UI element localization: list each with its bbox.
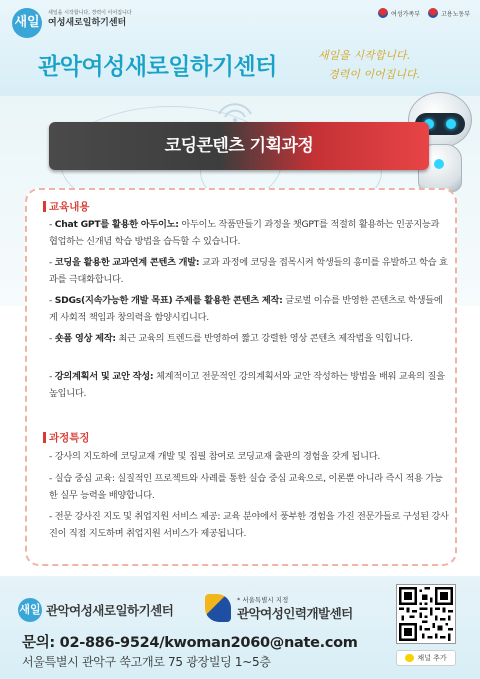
list-item-key: Chat GPT를 활용한 아두이노: (54, 219, 179, 230)
content-panel (25, 188, 457, 566)
list-item-text: 강사의 지도하에 코딩교재 개발 및 집필 참여로 코딩교재 출판의 경험을 갖게 됩니다. (54, 451, 381, 462)
footer-logo-center-name: 관악여성인력개발센터 (237, 605, 353, 621)
list-item: - 실습 중심 교육: 실질적인 프로젝트와 사례를 통한 실습 중심 교육으로, 이론뿐 아니라 즉시 적용 가능한 실무 능력을 배양합니다. (49, 473, 443, 501)
list-item-key: SDGs(지속가능한 개발 목표) 주제를 활용한 콘텐츠 제작: (54, 295, 283, 306)
footer-logo-center-designation: * 서울특별시 지정 (237, 595, 289, 604)
list-item-text: 교과 과정에 코딩을 접목시켜 학생들의 흥미를 유발하고 학습 효과를 극대화합니다. (49, 257, 448, 285)
list-item-text: 최근 교육의 트렌드를 반영하여 짧고 강렬한 영상 콘텐츠 제작법을 익힙니다. (115, 333, 413, 344)
section-marker-icon (43, 432, 46, 443)
section-heading-education-label: 교육내용 (49, 201, 90, 213)
list-item: - 강의계획서 및 교안 작성: 체계적이고 전문적인 강의계획서와 교안 작성하는 방법을 배워 교육의 질을 높입니다. (49, 371, 445, 399)
list-item: - 코딩을 활용한 교과연계 콘텐츠 개발: 교과 과정에 코딩을 접목시켜 학생들의 흥미를 유발하고 학습 효과를 극대화합니다. (49, 257, 448, 285)
list-item: - 강사의 지도하에 코딩교재 개발 및 집필 참여로 코딩교재 출판의 경험을 갖게 됩니다. (49, 451, 381, 462)
wifi-icon (215, 100, 255, 124)
header-logo-tagline: 새일을 시작합니다, 경력이 이어집니다 (48, 10, 132, 16)
list-item-text: 전문 강사진 지도 및 취업지원 서비스 제공: 교육 분야에서 풍부한 경험을 가진 전문가들로 구성된 강사진이 직접 지도하며 취업지원 서비스가 제공됩니다. (49, 511, 449, 539)
section-marker-icon (43, 201, 46, 212)
qr-code-icon[interactable] (396, 584, 456, 644)
list-item: - Chat GPT를 활용한 아두이노: 아두이노 작품만들기 과정을 챗GPT를 적절히 활용하는 인공지능과 협업하는 신개념 학습 방법을 습득할 수 있습니다. (49, 219, 440, 247)
center-logo-icon (205, 594, 231, 622)
gov-logo-labor-label: 고용노동부 (441, 10, 470, 18)
header-logo-name: 여성새로일하기센터 (48, 18, 127, 28)
taegeuk-icon (378, 8, 388, 18)
qr-code-pattern (399, 587, 453, 641)
gov-logo-women (378, 8, 420, 18)
list-item-key: 강의계획서 및 교안 작성: (54, 371, 154, 382)
slogan (318, 46, 420, 84)
list-item: - 전문 강사진 지도 및 취업지원 서비스 제공: 교육 분야에서 풍부한 경험을 가진 전문가들로 구성된 강사진이 직접 지도하며 취업지원 서비스가 제공됩니다. (49, 511, 449, 539)
gov-logo-labor (428, 8, 470, 18)
footer-logo-center (205, 594, 353, 622)
saeil-logo-icon: 새일 (18, 598, 42, 622)
kakao-channel-add-label: 채널 추가 (417, 654, 447, 662)
list-item: - 숏폼 영상 제작: 최근 교육의 트렌드를 반영하여 짧고 강렬한 영상 콘텐츠 제작법을 익힙니다. (49, 333, 413, 344)
list-item-key: 코딩을 활용한 교과연계 콘텐츠 개발: (54, 257, 200, 268)
course-title-bar (49, 122, 429, 170)
robot-chest-light-icon (434, 159, 444, 169)
list-item-text: 아두이노 작품만들기 과정을 챗GPT를 적절히 활용하는 인공지능과 협업하는 신개념 학습 방법을 습득할 수 있습니다. (49, 219, 440, 247)
list-item: - SDGs(지속가능한 개발 목표) 주제를 활용한 콘텐츠 제작: 글로벌 이슈를 반영한 콘텐츠로 학생들에게 사회적 책임과 창의력을 함양시킵니다. (49, 295, 443, 323)
footer-logo-center-text (237, 595, 353, 622)
government-logos (378, 8, 470, 18)
robot-eye-icon (446, 119, 456, 129)
contact-info: 문의: 02-886-9524/kwoman2060@nate.com (22, 635, 358, 651)
slogan-line-2: 경력이 이어집니다. (328, 68, 421, 81)
header-logo-text (48, 10, 132, 29)
footer-logo-saeil (18, 598, 173, 622)
footer (0, 576, 480, 679)
section-heading-features-label: 과정특징 (49, 432, 90, 444)
section-heading-education (43, 199, 90, 214)
list-item-text: 글로벌 이슈를 반영한 콘텐츠로 학생들에게 사회적 책임과 창의력을 함양시킵니다. (49, 295, 443, 323)
footer-logo-saeil-name: 관악여성새로일하기센터 (46, 603, 174, 618)
course-title: 코딩콘텐츠 기획과정 (164, 136, 314, 156)
header-band (0, 0, 480, 96)
taegeuk-icon (428, 8, 438, 18)
slogan-line-1: 새일을 시작합니다. (318, 49, 411, 62)
list-item-text: 체계적이고 전문적인 강의계획서와 교안 작성하는 방법을 배워 교육의 질을 높입니다. (49, 371, 445, 399)
list-item-key: 숏폼 영상 제작: (54, 333, 116, 344)
page-title: 관악여성새로일하기센터 (38, 54, 277, 80)
gov-logo-women-label: 여성가족부 (391, 10, 421, 18)
saeil-logo-icon: 새일 (12, 8, 42, 38)
section-heading-features (43, 430, 90, 445)
kakao-talk-icon (405, 654, 414, 662)
address: 서울특별시 관악구 쑥고개로 75 광장빌딩 1~5층 (22, 655, 271, 669)
kakao-channel-add-button[interactable] (396, 650, 456, 666)
list-item-text: 실습 중심 교육: 실질적인 프로젝트와 사례를 통한 실습 중심 교육으로, 이론뿐 아니라 즉시 적용 가능한 실무 능력을 배양합니다. (49, 473, 443, 501)
